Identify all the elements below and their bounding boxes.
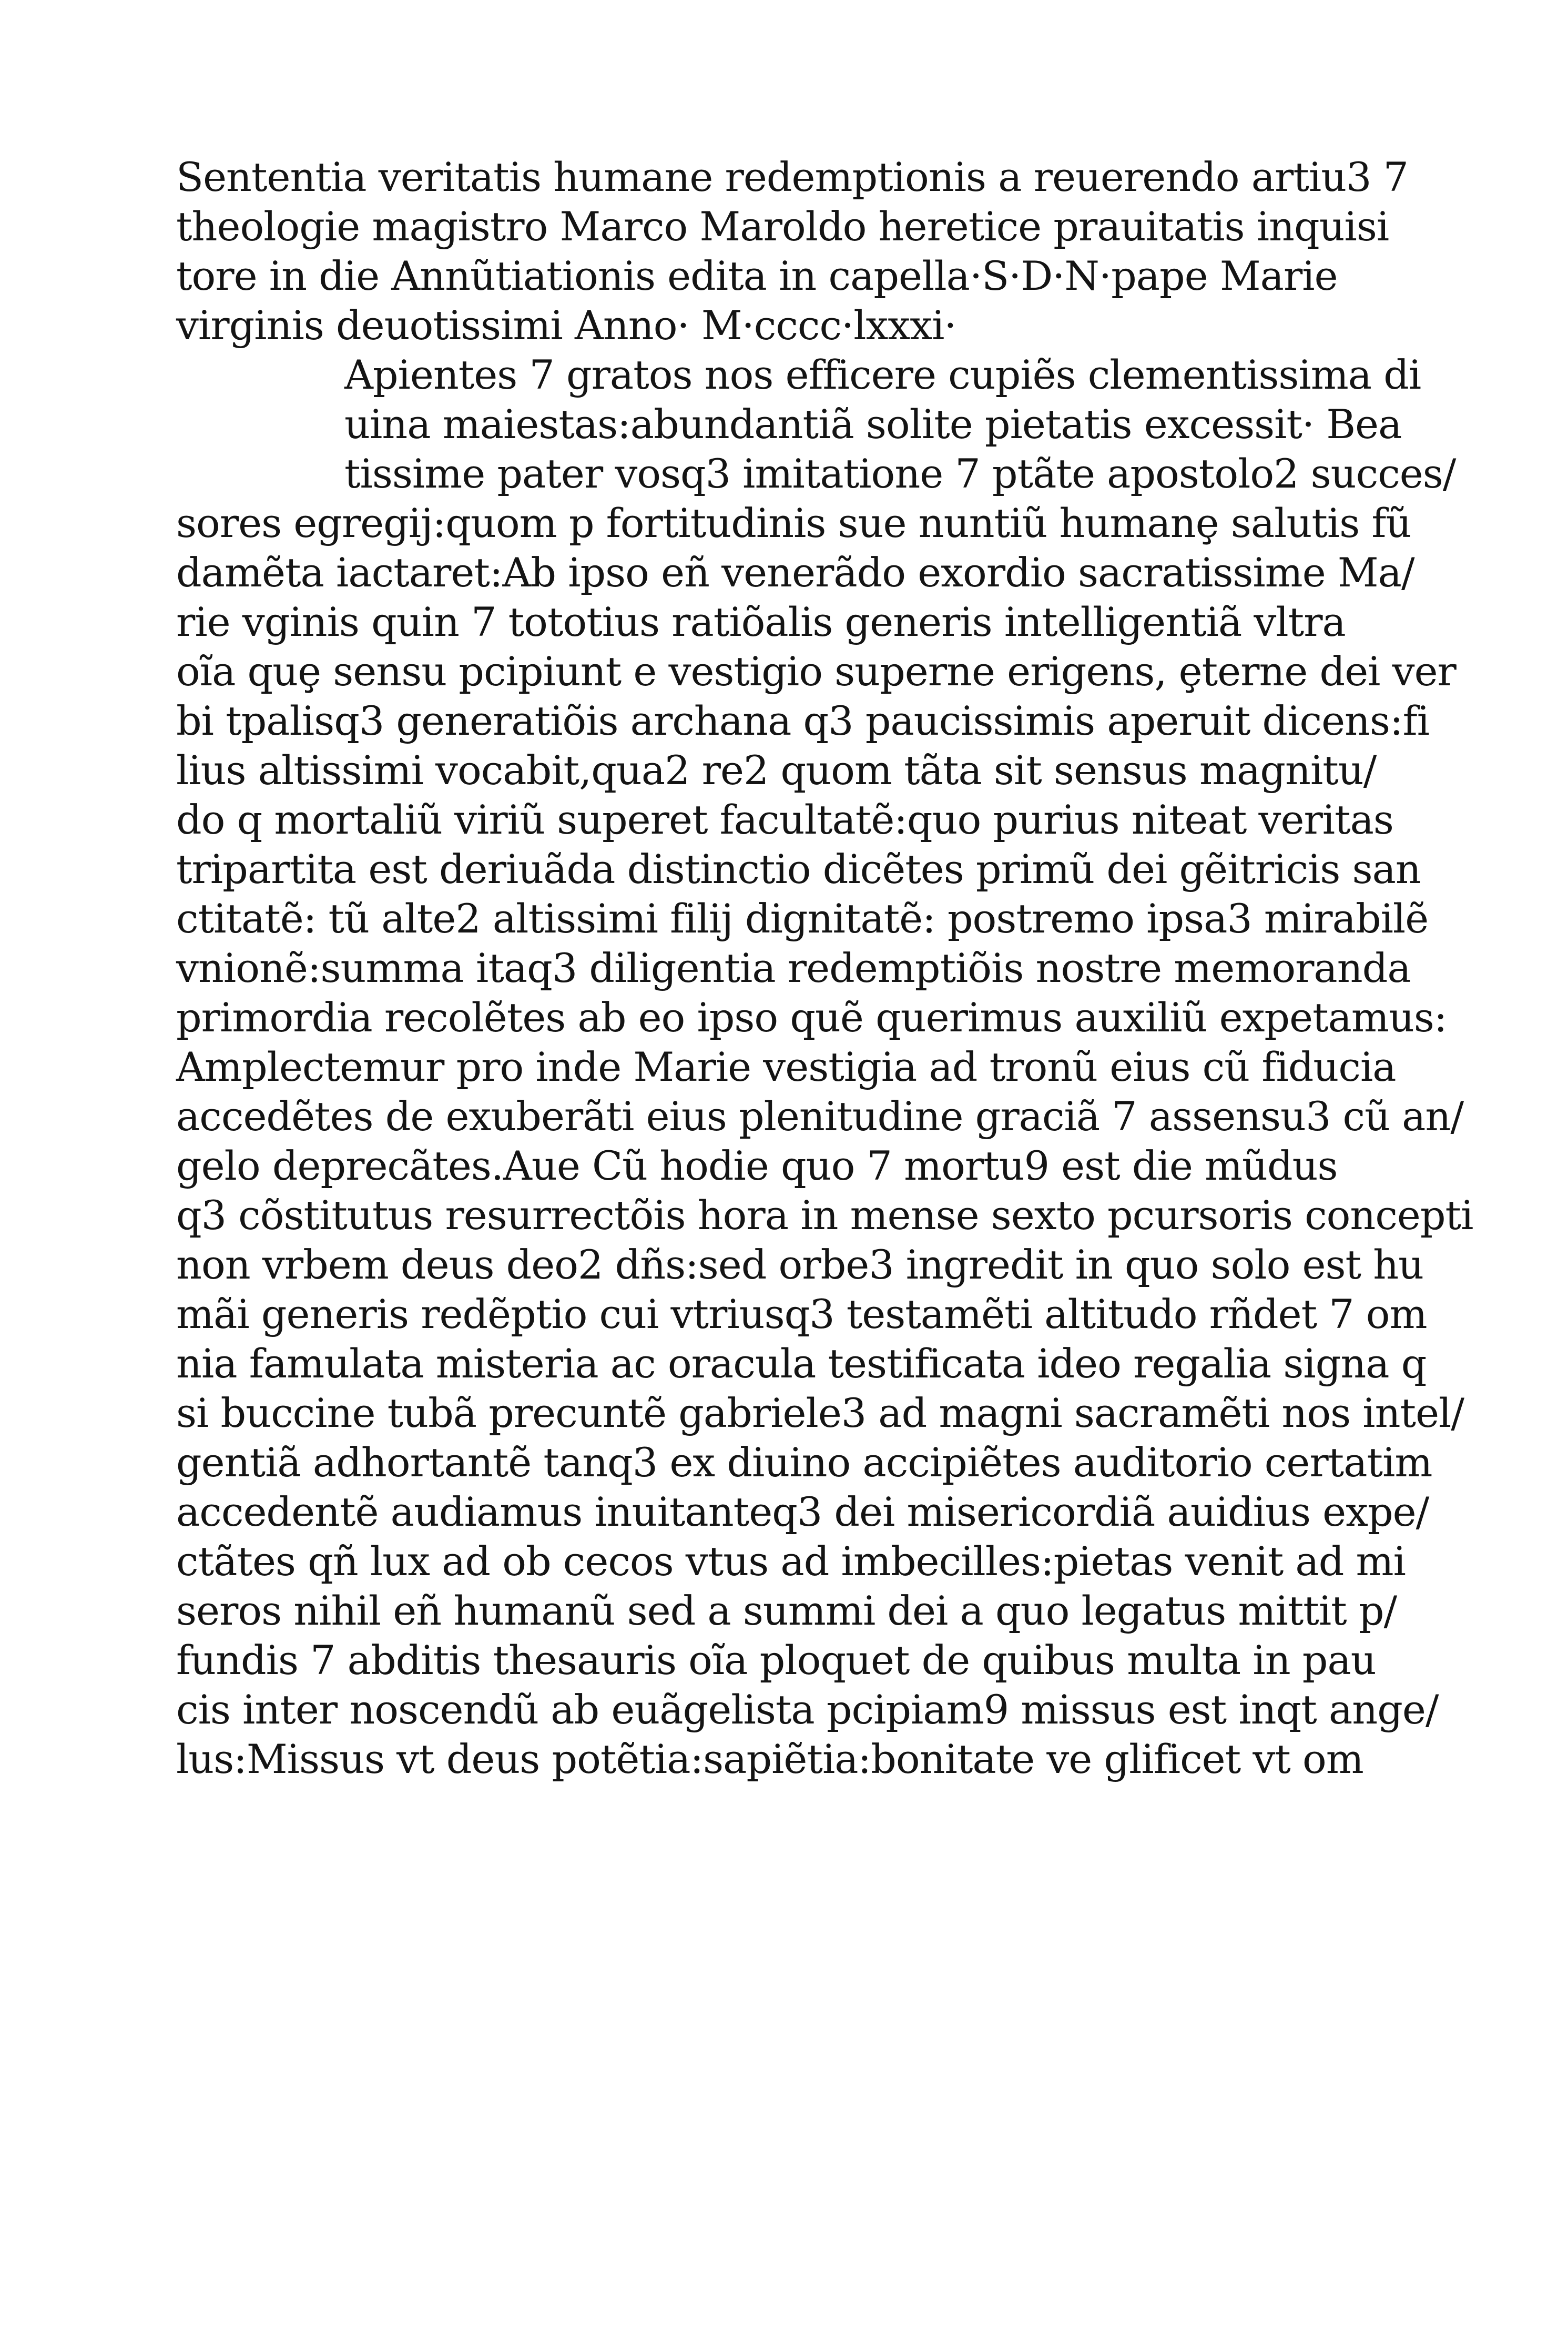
body-line: bi tpalisq3 generatiõis archana q3 paucissimis aperuit dicens:fi (176, 697, 1430, 744)
heading-line: virginis deuotissimi Anno· M·cccc·lxxxi· (176, 302, 956, 349)
body-line: rie vginis quin 7 tototius ratiõalis generis intelligentiã vltra (176, 599, 1346, 645)
heading-line: tore in die Annũtiationis edita in capella·S·D·N·pape Marie (176, 252, 1338, 299)
body-line: damẽta iactaret:Ab ipso eñ venerãdo exordio sacratissime Ma/ (176, 549, 1414, 596)
body-line: mãi generis redẽptio cui vtriusq3 testamẽti altitudo rñdet 7 om (176, 1291, 1427, 1337)
body-line: lius altissimi vocabit,qua2 re2 quom tãta sit sensus magnitu/ (176, 747, 1377, 794)
body-line: vnionẽ:summa itaq3 diligentia redemptiõis nostre memoranda (176, 945, 1411, 991)
body-line: uina maiestas:abundantiã solite pietatis excessit· Bea (344, 401, 1402, 448)
body-line: oĩa quȩ sensu pcipiunt e vestigio superne erigens, ȩterne dei ver (176, 648, 1456, 695)
body-line: accedẽtes de exuberãti eius plenitudine graciã 7 assensu3 cũ an/ (176, 1093, 1464, 1140)
body-line: Apientes 7 gratos nos efficere cupiẽs clementissima di (344, 351, 1421, 398)
body-line: nia famulata misteria ac oracula testificata ideo regalia signa q (176, 1340, 1427, 1387)
heading-line: Sententia veritatis humane redemptionis a reuerendo artiu3 7 (176, 154, 1409, 200)
body-line: Amplectemur pro inde Marie vestigia ad tronũ eius cũ fiducia (176, 1043, 1396, 1090)
incunabula-text-block (176, 153, 1473, 1784)
body-line: tissime pater vosq3 imitatione 7 ptãte apostolo2 succes/ (344, 450, 1456, 497)
body-line: sores egregij:quom p fortitudinis sue nuntiũ humanȩ salutis fũ (176, 500, 1411, 546)
body-line: lus:Missus vt deus potẽtia:sapiẽtia:bonitate ve glificet vt om (176, 1736, 1363, 1782)
body-line: accedentẽ audiamus inuitanteq3 dei misericordiã auidius expe/ (176, 1488, 1429, 1535)
heading-line: theologie magistro Marco Maroldo heretice prauitatis inquisi (176, 203, 1389, 250)
body-line: fundis 7 abditis thesauris oĩa ploquet de quibus multa in pau (176, 1637, 1376, 1684)
body-line: seros nihil eñ humanũ sed a summi dei a quo legatus mittit p/ (176, 1587, 1397, 1634)
body-line: tripartita est deriuãda distinctio dicẽtes primũ dei gẽitricis san (176, 846, 1421, 893)
body-line: q3 cõstitutus resurrectõis hora in mense sexto pcursoris concepti (176, 1192, 1473, 1239)
body-line: primordia recolẽtes ab eo ipso quẽ querimus auxiliũ expetamus: (176, 994, 1447, 1041)
body-line: gentiã adhortantẽ tanq3 ex diuino accipiẽtes auditorio certatim (176, 1439, 1432, 1486)
body-line: gelo deprecãtes.Aue Cũ hodie quo 7 mortu9 est die mũdus (176, 1142, 1338, 1189)
body-line: do q mortaliũ viriũ superet facultatẽ:quo purius niteat veritas (176, 796, 1393, 843)
body-line: non vrbem deus deo2 dñs:sed orbe3 ingredit in quo solo est hu (176, 1241, 1424, 1288)
body-line: ctitatẽ: tũ alte2 altissimi filij dignitatẽ: postremo ipsa3 mirabilẽ (176, 895, 1429, 942)
body-line: si buccine tubã precuntẽ gabriele3 ad magni sacramẽti nos intel/ (176, 1390, 1464, 1436)
body-line: cis inter noscendũ ab euãgelista pcipiam9 missus est inqt ange/ (176, 1686, 1439, 1733)
body-line: ctãtes qñ lux ad ob cecos vtus ad imbecilles:pietas venit ad mi (176, 1538, 1406, 1585)
